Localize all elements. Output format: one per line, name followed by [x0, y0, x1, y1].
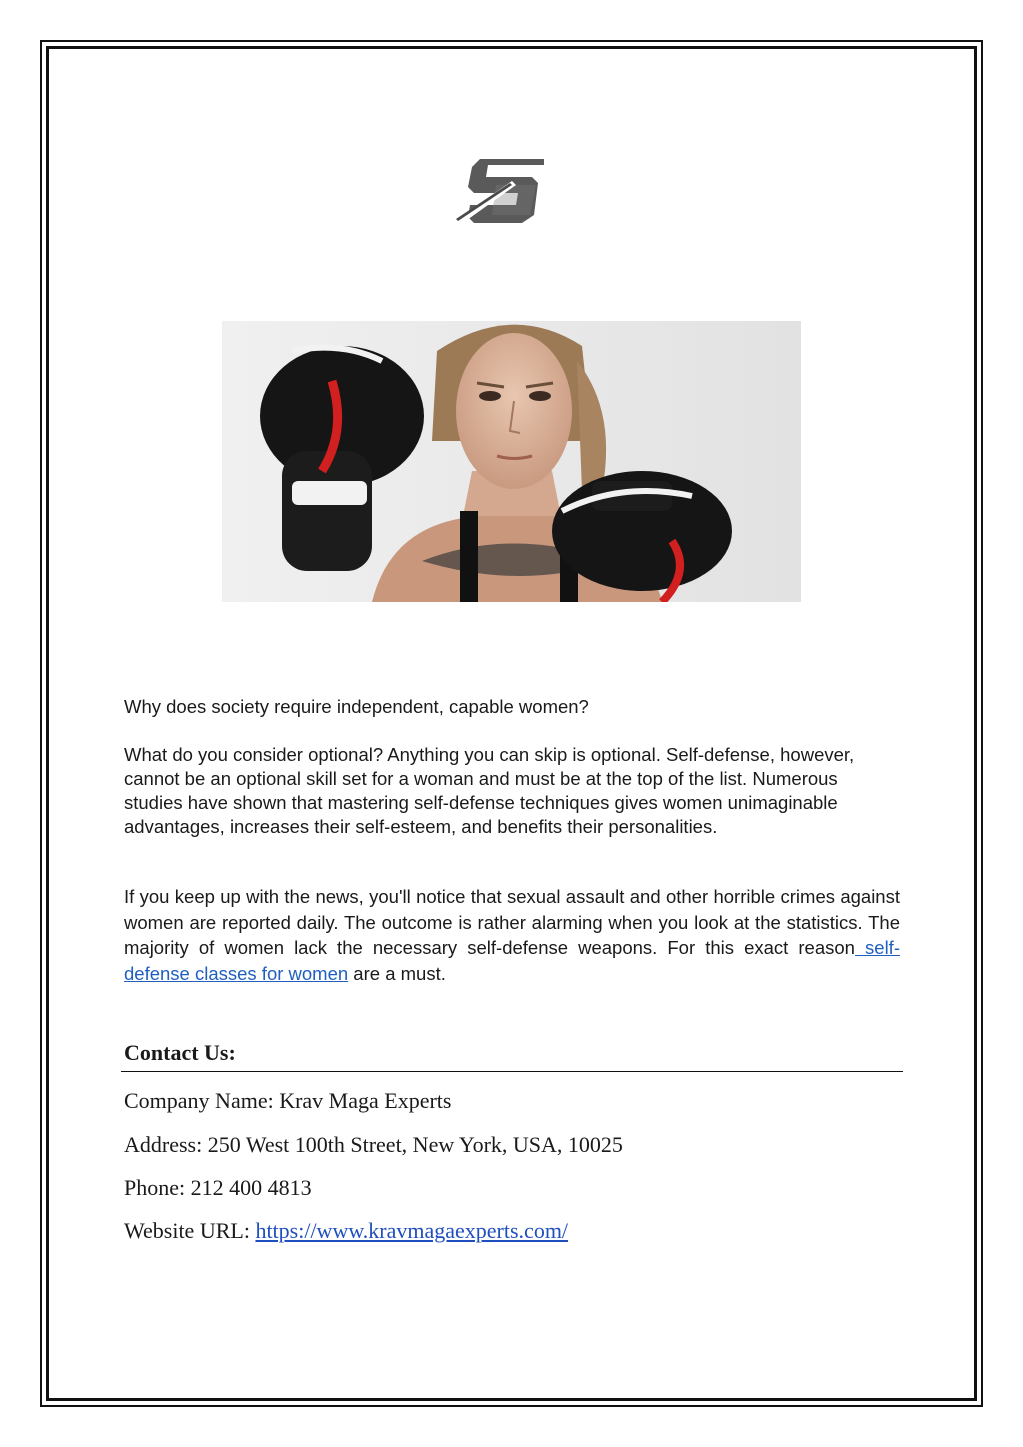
website-line	[124, 1218, 568, 1244]
company-name: Company Name: Krav Maga Experts	[124, 1088, 452, 1113]
paragraph-2-text-before: If you keep up with the news, you'll notice that sexual assault and other horrible crimes against women are reported daily. The outcome is rather alarming when you look at the statistics. The majority of women lack the necessary self-defense weapons. For this exact reason	[124, 886, 900, 958]
self-defense-classes-link[interactable]: self-defense classes for women	[124, 937, 900, 984]
shield-logo-icon	[452, 155, 552, 227]
website-url-link[interactable]: https://www.kravmagaexperts.com/	[255, 1218, 569, 1243]
website-label: Website URL:	[124, 1218, 256, 1243]
page-border	[40, 40, 983, 1407]
article-paragraph-2	[124, 884, 900, 986]
phone: Phone: 212 400 4813	[124, 1175, 312, 1200]
contact-heading: Contact Us:	[124, 1040, 236, 1065]
article-question: Why does society require independent, capable women?	[124, 696, 589, 717]
hero-photo	[222, 321, 801, 602]
contact-divider	[121, 1071, 903, 1072]
article-paragraph-1: What do you consider optional? Anything you can skip is optional. Self-defense, however, cannot be an optional skill set for a woman and must be at the top of the list. Numerous studies have shown that mastering self-defense techniques gives women unimaginable advantages, increases their self-esteem, and benefits their personalities.	[124, 744, 855, 837]
paragraph-2-text-after: are a must.	[348, 962, 446, 984]
address: Address: 250 West 100th Street, New York, USA, 10025	[124, 1132, 623, 1157]
